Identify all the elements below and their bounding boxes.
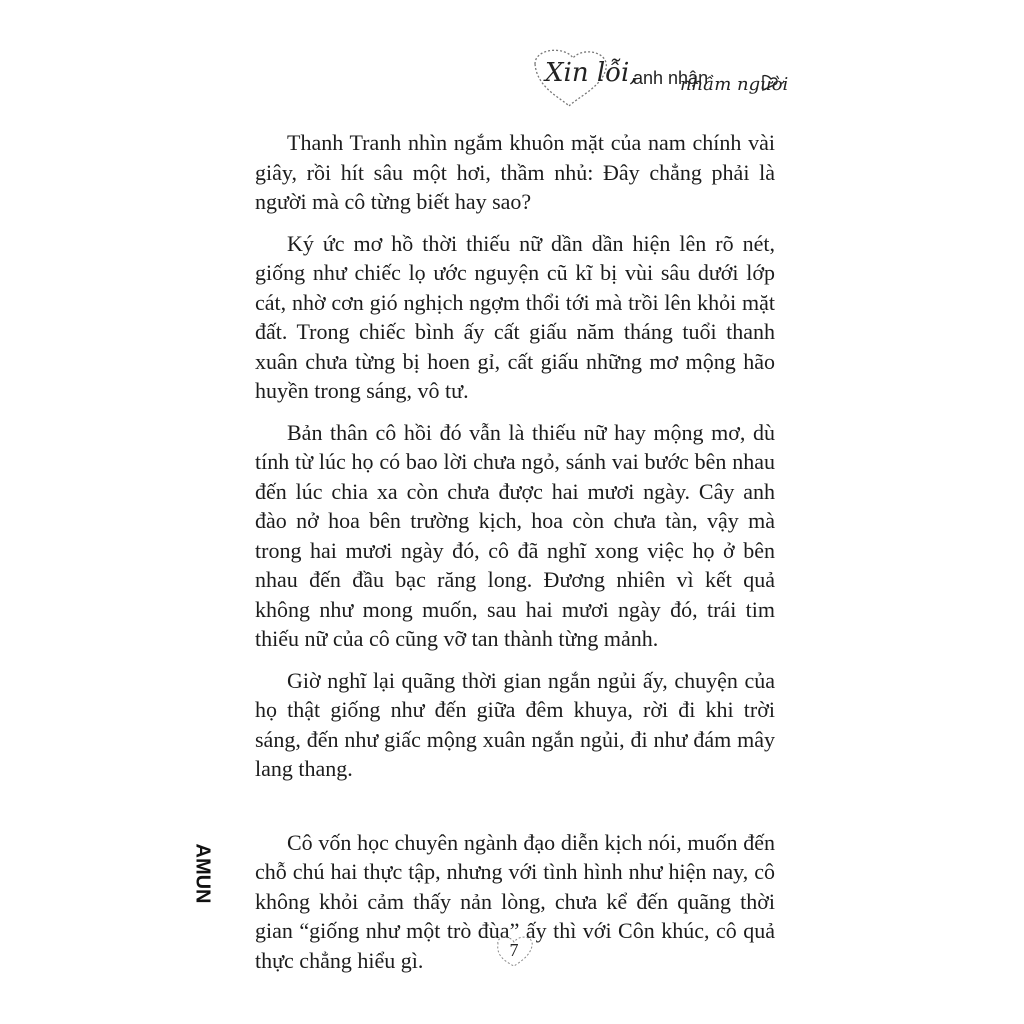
header-title-italic: Xin lỗi, — [545, 58, 638, 88]
header-title-end: nhầm người — [680, 74, 789, 95]
page-number-badge — [492, 934, 536, 968]
body-text — [255, 128, 775, 987]
small-heart-icon — [759, 74, 779, 92]
publisher-logo-text: AMUN — [191, 843, 214, 904]
paragraph-5: Cô vốn học chuyên ngành đạo diễn kịch nói, muốn đến chỗ chú hai thực tập, nhưng với tình hình như hiện nay, cô không khỏi cảm thấy nản lòng, chưa kể đến quãng thời gian “giống như một trò đùa” ấy thì với Côn khúc, cô quả thực chẳng hiểu gì. — [255, 829, 775, 973]
page-number: 7 — [509, 940, 519, 960]
paragraph-1: Thanh Tranh nhìn ngắm khuôn mặt của nam chính vài giây, rồi hít sâu một hơi, thầm nhủ: Đây chẳng phải là người mà cô từng biết hay sao? — [255, 130, 775, 214]
publisher-logo — [191, 838, 218, 908]
paragraph-4: Giờ nghĩ lại quãng thời gian ngắn ngủi ấy, chuyện của họ thật giống như đến giữa đêm khuya, rời đi khi trời sáng, đến như giấc mộng xuân ngắn ngủi, đi như đám mây lang thang. — [255, 667, 775, 781]
running-header — [525, 44, 795, 108]
header-title-middle: anh nhận — [633, 68, 709, 88]
paragraph-2: Ký ức mơ hồ thời thiếu nữ dần dần hiện lên rõ nét, giống như chiếc lọ ước nguyện cũ kĩ bị vùi sâu dưới lớp cát, nhờ cơn gió nghịch ngợm thổi tới mà trồi lên khỏi mặt đất. Trong chiếc bình ấy cất giấu năm tháng tuổi thanh xuân chưa từng bị hoen gỉ, cất giấu những mơ mộng hão huyền trong sáng, vô tư. — [255, 230, 775, 403]
paragraph-3: Bản thân cô hồi đó vẫn là thiếu nữ hay mộng mơ, dù tính từ lúc họ có bao lời chưa ngỏ, sánh vai bước bên nhau đến lúc chia xa còn chưa được hai mươi ngày. Cây anh đào nở hoa bên trường kịch, hoa còn chưa tàn, vậy mà trong hai mươi ngày đó, cô đã nghĩ xong việc họ ở bên nhau đến đầu bạc răng long. Đương nhiên vì kết quả không như mong muốn, sau hai mươi ngày đó, trái tim thiếu nữ của cô cũng vỡ tan thành từng mảnh. — [255, 419, 775, 651]
